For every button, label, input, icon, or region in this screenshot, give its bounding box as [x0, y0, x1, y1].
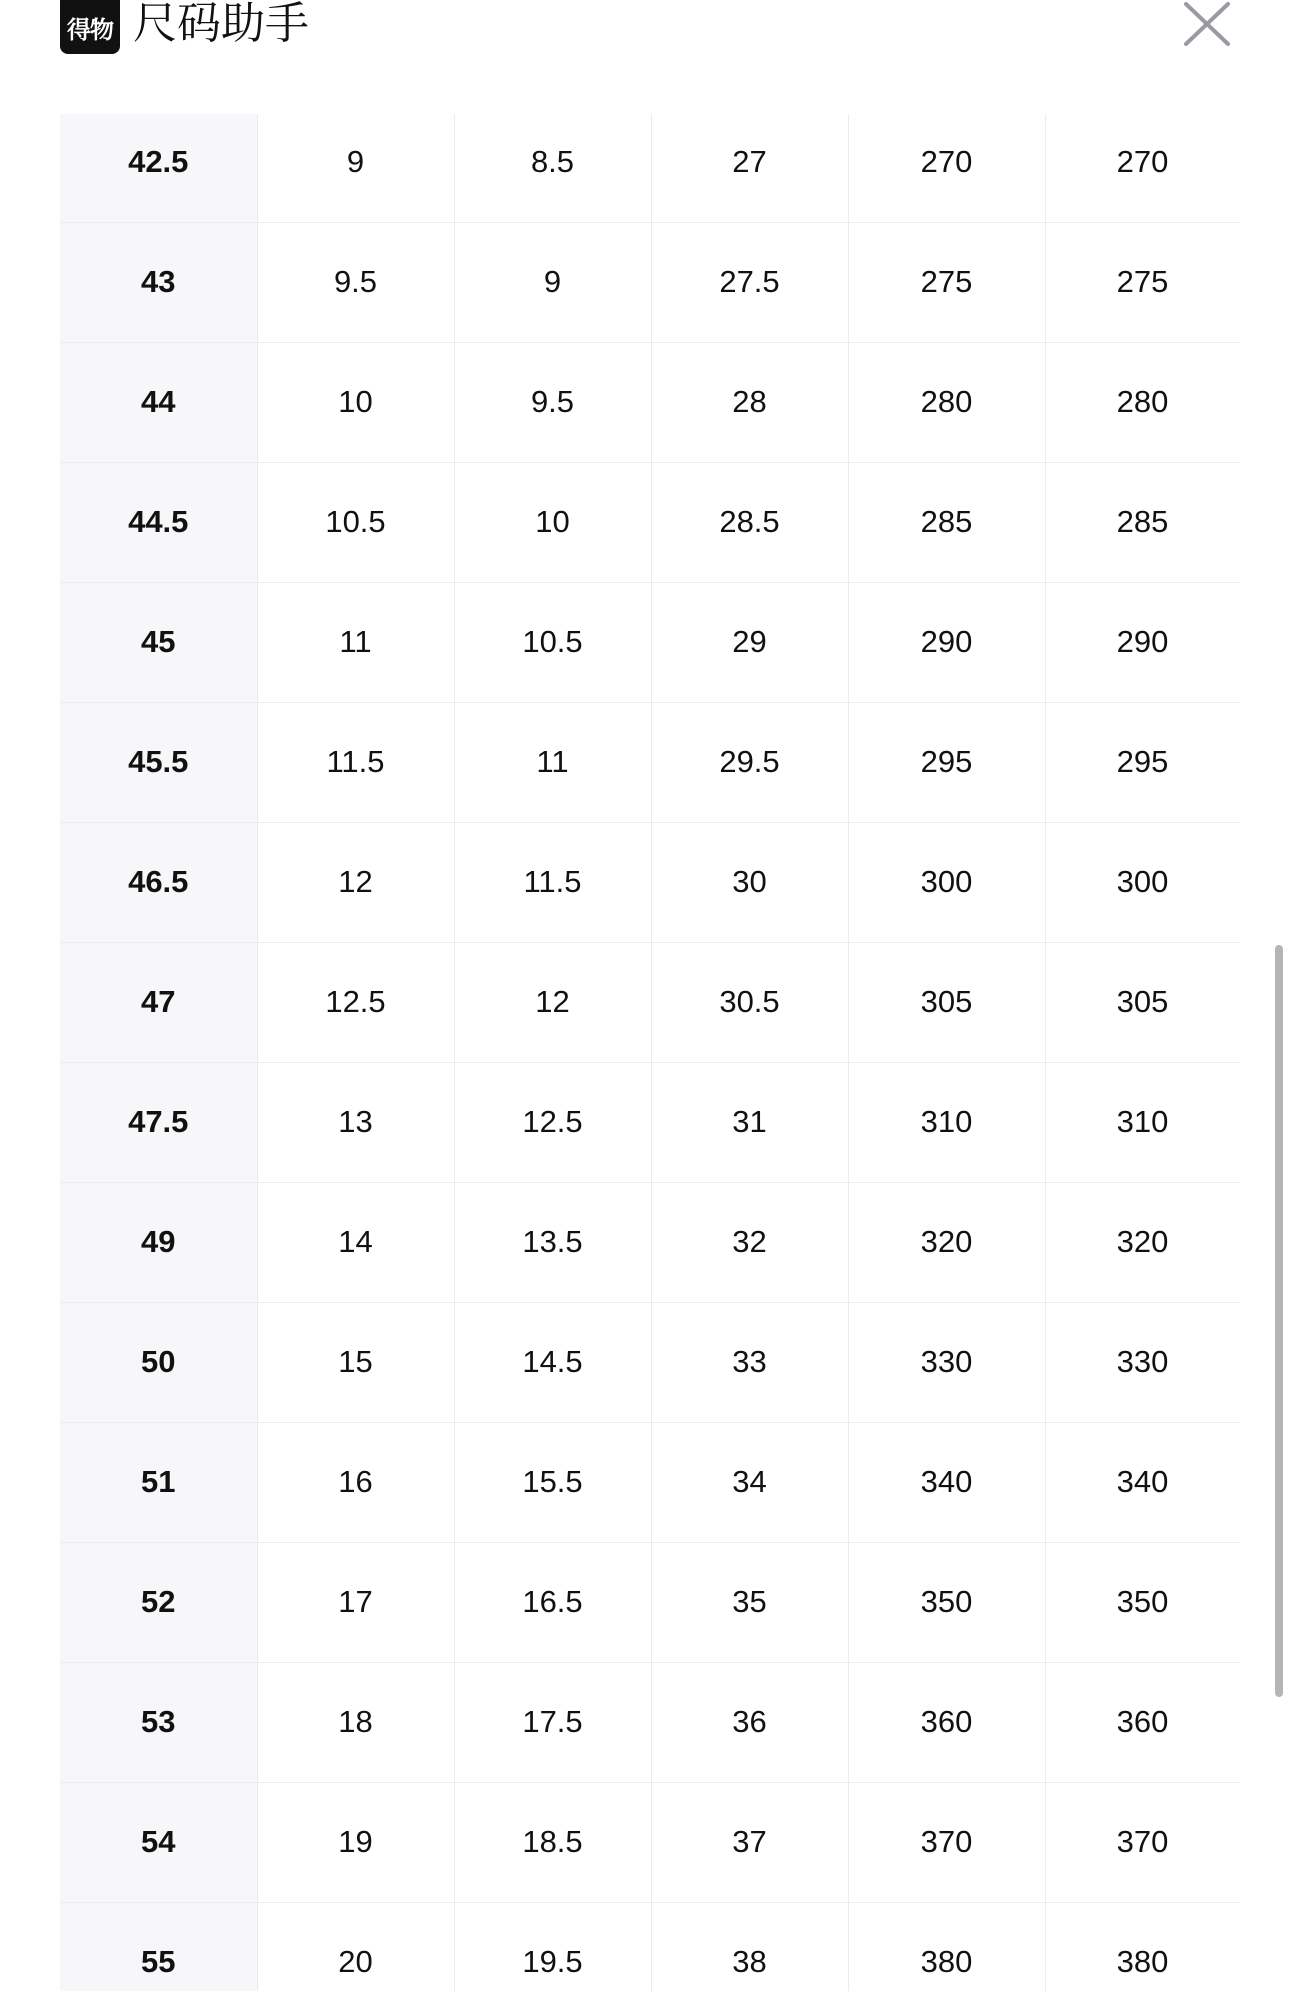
- header: [0, 0, 1290, 110]
- size-cell-eu: 53: [60, 1662, 257, 1782]
- size-cell: 320: [848, 1182, 1045, 1302]
- size-cell: 360: [848, 1662, 1045, 1782]
- table-row: [60, 1662, 1240, 1782]
- size-cell: 37: [651, 1782, 848, 1902]
- size-cell: 9: [257, 114, 454, 222]
- close-button[interactable]: [1178, 0, 1236, 50]
- table-row: [60, 222, 1240, 342]
- size-cell: 16.5: [454, 1542, 651, 1662]
- size-cell: 290: [848, 582, 1045, 702]
- table-row: [60, 702, 1240, 822]
- size-cell: 330: [848, 1302, 1045, 1422]
- page-title: 尺码助手: [133, 0, 309, 49]
- table-row: [60, 822, 1240, 942]
- size-cell-eu: 47: [60, 942, 257, 1062]
- size-cell-eu: 43: [60, 222, 257, 342]
- size-cell: 10.5: [454, 582, 651, 702]
- size-cell: 270: [848, 114, 1045, 222]
- size-cell: 275: [1045, 222, 1240, 342]
- size-cell: 29: [651, 582, 848, 702]
- table-row: [60, 1782, 1240, 1902]
- size-cell: 275: [848, 222, 1045, 342]
- size-cell: 11.5: [257, 702, 454, 822]
- size-cell: 9.5: [454, 342, 651, 462]
- size-cell-eu: 47.5: [60, 1062, 257, 1182]
- size-cell-eu: 42.5: [60, 114, 257, 222]
- size-cell: 17.5: [454, 1662, 651, 1782]
- size-cell: 27.5: [651, 222, 848, 342]
- size-cell: 305: [848, 942, 1045, 1062]
- size-cell-eu: 45.5: [60, 702, 257, 822]
- size-cell: 19: [257, 1782, 454, 1902]
- size-cell-eu: 49: [60, 1182, 257, 1302]
- size-cell: 370: [848, 1782, 1045, 1902]
- size-cell: 285: [848, 462, 1045, 582]
- size-cell: 18: [257, 1662, 454, 1782]
- size-cell-eu: 52: [60, 1542, 257, 1662]
- size-cell: 270: [1045, 114, 1240, 222]
- size-cell-eu: 55: [60, 1902, 257, 1991]
- size-cell-eu: 44.5: [60, 462, 257, 582]
- size-cell: 28.5: [651, 462, 848, 582]
- size-cell: 290: [1045, 582, 1240, 702]
- size-cell: 14: [257, 1182, 454, 1302]
- size-cell-eu: 50: [60, 1302, 257, 1422]
- size-cell: 28: [651, 342, 848, 462]
- size-cell: 18.5: [454, 1782, 651, 1902]
- size-cell: 350: [848, 1542, 1045, 1662]
- table-row: [60, 462, 1240, 582]
- size-cell-eu: 51: [60, 1422, 257, 1542]
- table-row: [60, 582, 1240, 702]
- size-cell: 12.5: [454, 1062, 651, 1182]
- size-cell: 300: [848, 822, 1045, 942]
- size-table-scroll[interactable]: [60, 114, 1240, 1991]
- size-cell: 14.5: [454, 1302, 651, 1422]
- size-cell: 10: [454, 462, 651, 582]
- size-cell: 32: [651, 1182, 848, 1302]
- size-cell: 31: [651, 1062, 848, 1182]
- size-cell: 295: [1045, 702, 1240, 822]
- size-cell: 350: [1045, 1542, 1240, 1662]
- size-cell: 19.5: [454, 1902, 651, 1991]
- size-cell: 380: [1045, 1902, 1240, 1991]
- size-cell: 360: [1045, 1662, 1240, 1782]
- size-cell: 12: [257, 822, 454, 942]
- size-cell: 340: [848, 1422, 1045, 1542]
- size-cell-eu: 44: [60, 342, 257, 462]
- size-cell: 370: [1045, 1782, 1240, 1902]
- size-cell: 11: [454, 702, 651, 822]
- size-cell: 20: [257, 1902, 454, 1991]
- size-cell: 34: [651, 1422, 848, 1542]
- size-cell: 13.5: [454, 1182, 651, 1302]
- size-cell: 27: [651, 114, 848, 222]
- size-cell: 9.5: [257, 222, 454, 342]
- table-row: [60, 1542, 1240, 1662]
- table-row: [60, 1062, 1240, 1182]
- table-row: [60, 1182, 1240, 1302]
- size-cell: 16: [257, 1422, 454, 1542]
- size-cell: 33: [651, 1302, 848, 1422]
- size-cell: 30: [651, 822, 848, 942]
- size-cell: 330: [1045, 1302, 1240, 1422]
- table-row: [60, 114, 1240, 222]
- size-cell: 35: [651, 1542, 848, 1662]
- size-cell: 280: [1045, 342, 1240, 462]
- size-cell: 8.5: [454, 114, 651, 222]
- size-cell: 300: [1045, 822, 1240, 942]
- table-row: [60, 342, 1240, 462]
- size-cell: 15: [257, 1302, 454, 1422]
- size-cell: 30.5: [651, 942, 848, 1062]
- size-cell: 310: [1045, 1062, 1240, 1182]
- size-cell: 305: [1045, 942, 1240, 1062]
- size-cell: 11.5: [454, 822, 651, 942]
- size-cell: 340: [1045, 1422, 1240, 1542]
- table-row: [60, 942, 1240, 1062]
- size-cell: 320: [1045, 1182, 1240, 1302]
- size-cell: 295: [848, 702, 1045, 822]
- size-cell: 310: [848, 1062, 1045, 1182]
- size-cell: 38: [651, 1902, 848, 1991]
- size-cell: 280: [848, 342, 1045, 462]
- close-icon: [1178, 0, 1236, 50]
- app-logo: 得物: [60, 0, 120, 54]
- size-cell: 11: [257, 582, 454, 702]
- size-cell: 17: [257, 1542, 454, 1662]
- size-cell: 12: [454, 942, 651, 1062]
- scrollbar[interactable]: [1275, 945, 1283, 1697]
- size-cell: 15.5: [454, 1422, 651, 1542]
- size-cell: 10: [257, 342, 454, 462]
- size-cell-eu: 54: [60, 1782, 257, 1902]
- table-row: [60, 1302, 1240, 1422]
- size-table-body: [60, 114, 1240, 1991]
- size-cell: 12.5: [257, 942, 454, 1062]
- size-cell: 10.5: [257, 462, 454, 582]
- size-cell: 380: [848, 1902, 1045, 1991]
- size-table: [60, 114, 1240, 1991]
- size-cell: 285: [1045, 462, 1240, 582]
- size-cell: 9: [454, 222, 651, 342]
- size-cell: 29.5: [651, 702, 848, 822]
- size-cell-eu: 45: [60, 582, 257, 702]
- size-cell: 13: [257, 1062, 454, 1182]
- table-row: [60, 1902, 1240, 1991]
- size-cell-eu: 46.5: [60, 822, 257, 942]
- table-row: [60, 1422, 1240, 1542]
- size-cell: 36: [651, 1662, 848, 1782]
